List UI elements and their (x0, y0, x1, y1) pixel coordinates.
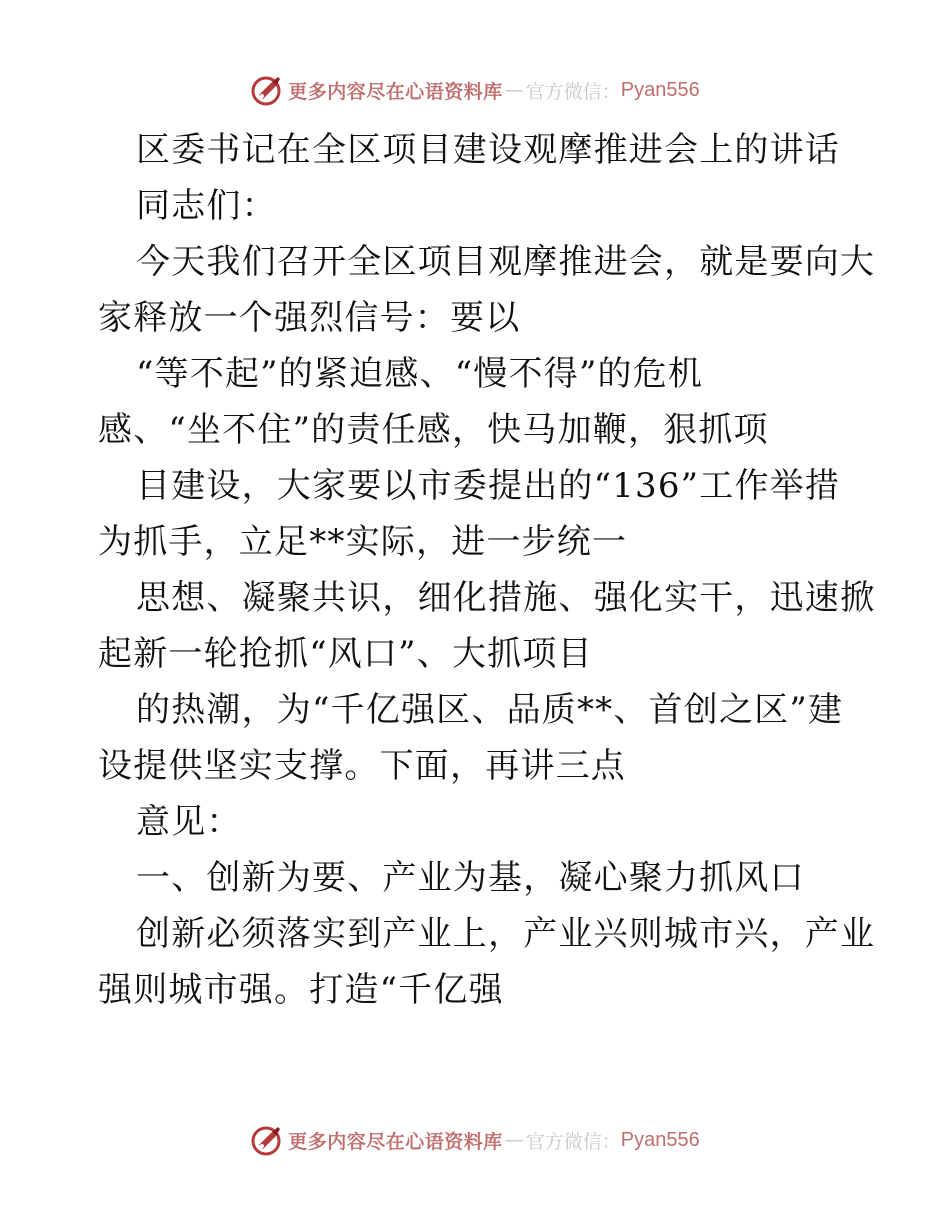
paragraph-line: 今天我们召开全区项目观摩推进会，就是要向大 (136, 242, 876, 282)
banner-wechat-id: Pyan556 (620, 78, 700, 101)
paragraph-line: 为抓手，立足**实际，进一步统一 (98, 522, 628, 562)
footer-watermark-banner (0, 1120, 950, 1160)
paragraph-line: “等不起”的紧迫感、“慢不得”的危机 (136, 354, 704, 394)
banner-wechat-label: 官方微信： (525, 80, 621, 103)
section-heading: 一、创新为要、产业为基，凝心聚力抓风口 (136, 858, 805, 898)
paragraph-line: 强则城市强。打造“千亿强 (98, 970, 504, 1010)
paragraph-line: 的热潮，为“千亿强区、品质**、首创之区”建 (136, 690, 844, 730)
paragraph-line: 家释放一个强烈信号：要以 (98, 298, 521, 338)
paragraph-line: 目建设，大家要以市委提出的“136”工作举措 (136, 466, 841, 506)
banner-separator: — (504, 1129, 524, 1151)
banner-slogan: 更多内容尽在心语资料库 (288, 1130, 503, 1153)
paragraph-line: 设提供坚实支撑。下面，再讲三点 (98, 746, 626, 786)
paragraph-line: 起新一轮抢抓“风口”、大抓项目 (98, 634, 593, 674)
paragraph-line: 意见： (136, 802, 242, 842)
salutation: 同志们： (136, 186, 277, 226)
pen-logo-icon (250, 73, 284, 107)
document-title: 区委书记在全区项目建设观摩推进会上的讲话 (136, 130, 840, 170)
paragraph-line: 思想、凝聚共识，细化措施、强化实干，迅速掀 (136, 578, 876, 618)
pen-logo-icon (250, 1123, 284, 1157)
banner-wechat-label: 官方微信： (525, 1130, 621, 1153)
header-watermark-banner (0, 70, 950, 110)
paragraph-line: 感、“坐不住”的责任感，快马加鞭，狠抓项 (98, 410, 769, 450)
banner-slogan: 更多内容尽在心语资料库 (288, 80, 503, 103)
banner-separator: — (504, 79, 524, 101)
paragraph-line: 创新必须落实到产业上，产业兴则城市兴，产业 (136, 914, 876, 954)
banner-wechat-id: Pyan556 (620, 1128, 700, 1151)
document-body (98, 122, 876, 1018)
